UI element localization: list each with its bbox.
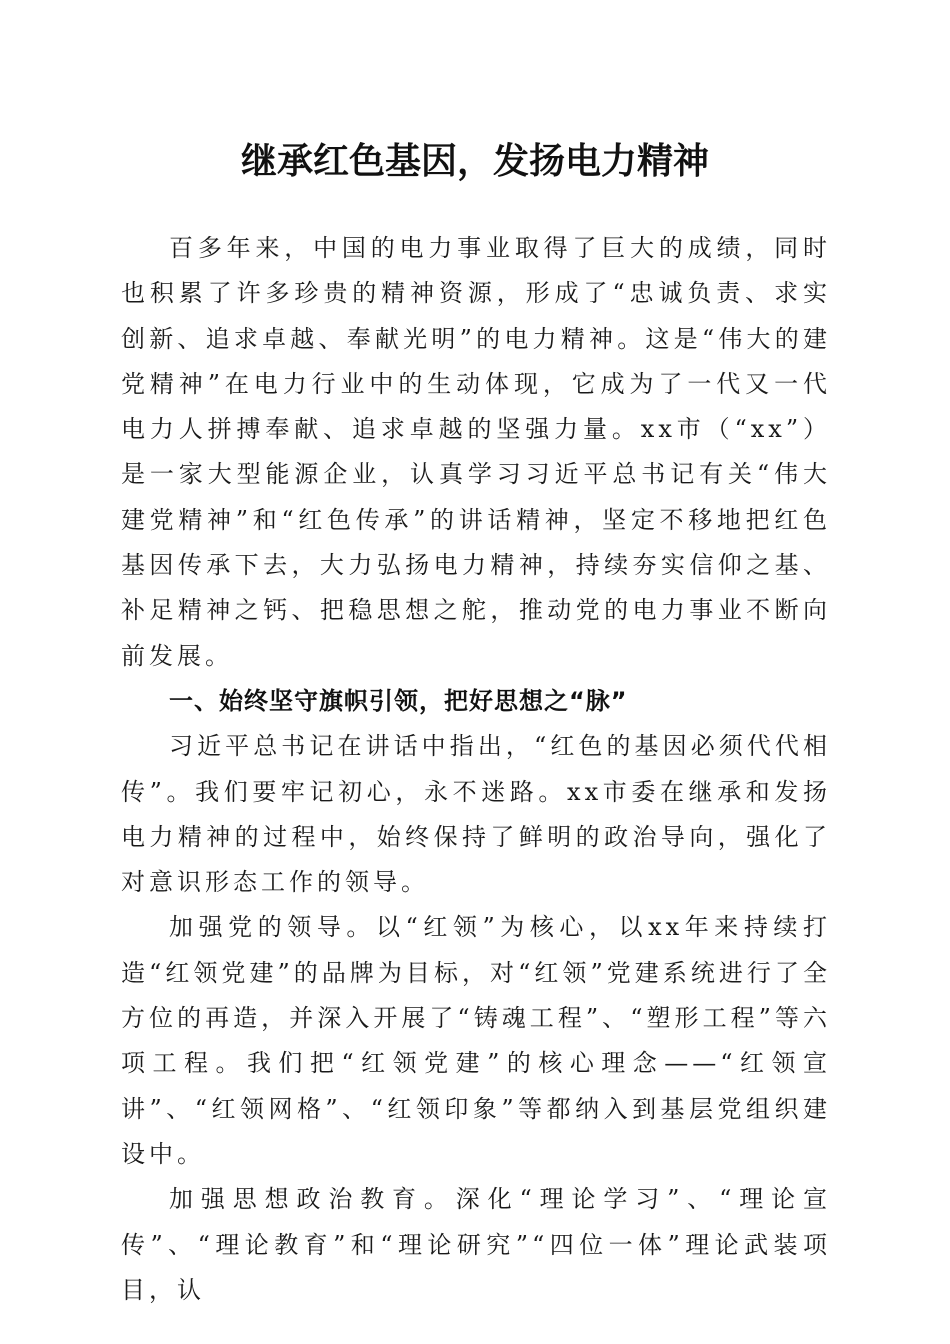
- document-title: 继承红色基因，发扬电力精神: [240, 140, 709, 182]
- document-body: [121, 226, 831, 1313]
- section-1-paragraph-1: 习近平总书记在讲话中指出，“红色的基因必须代代相传”。我们要牢记初心，永不迷路。xx市委在继承和发扬电力精神的过程中，始终保持了鲜明的政治导向，强化了对意识形态工作的领导。: [121, 732, 831, 897]
- section-1-paragraph-2: 加强党的领导。以“红领”为核心，以xx年来持续打造“红领党建”的品牌为目标，对“红领”党建系统进行了全方位的再造，并深入开展了“铸魂工程”、“塑形工程”等六项工程。我们把“红领党建”的核心理念——“红领宣讲”、“红领网格”、“红领印象”等都纳入到基层党组织建设中。: [121, 913, 831, 1168]
- section-1-paragraph-3: 加强思想政治教育。深化“理论学习”、“理论宣传”、“理论教育”和“理论研究”“四位一体”理论武装项目，认: [121, 1185, 831, 1304]
- section-heading-1: 一、始终坚守旗帜引领，把好思想之“脉”: [169, 686, 628, 715]
- intro-paragraph: 百多年来，中国的电力事业取得了巨大的成绩，同时也积累了许多珍贵的精神资源，形成了“忠诚负责、求实创新、追求卓越、奉献光明”的电力精神。这是“伟大的建党精神”在电力行业中的生动体现，它成为了一代又一代电力人拼搏奉献、追求卓越的坚强力量。xx市（“xx”）是一家大型能源企业，认真学习习近平总书记有关“伟大建党精神”和“红色传承”的讲话精神，坚定不移地把红色基因传承下去，大力弘扬电力精神，持续夯实信仰之基、补足精神之钙、把稳思想之舵，推动党的电力事业不断向前发展。: [121, 234, 831, 670]
